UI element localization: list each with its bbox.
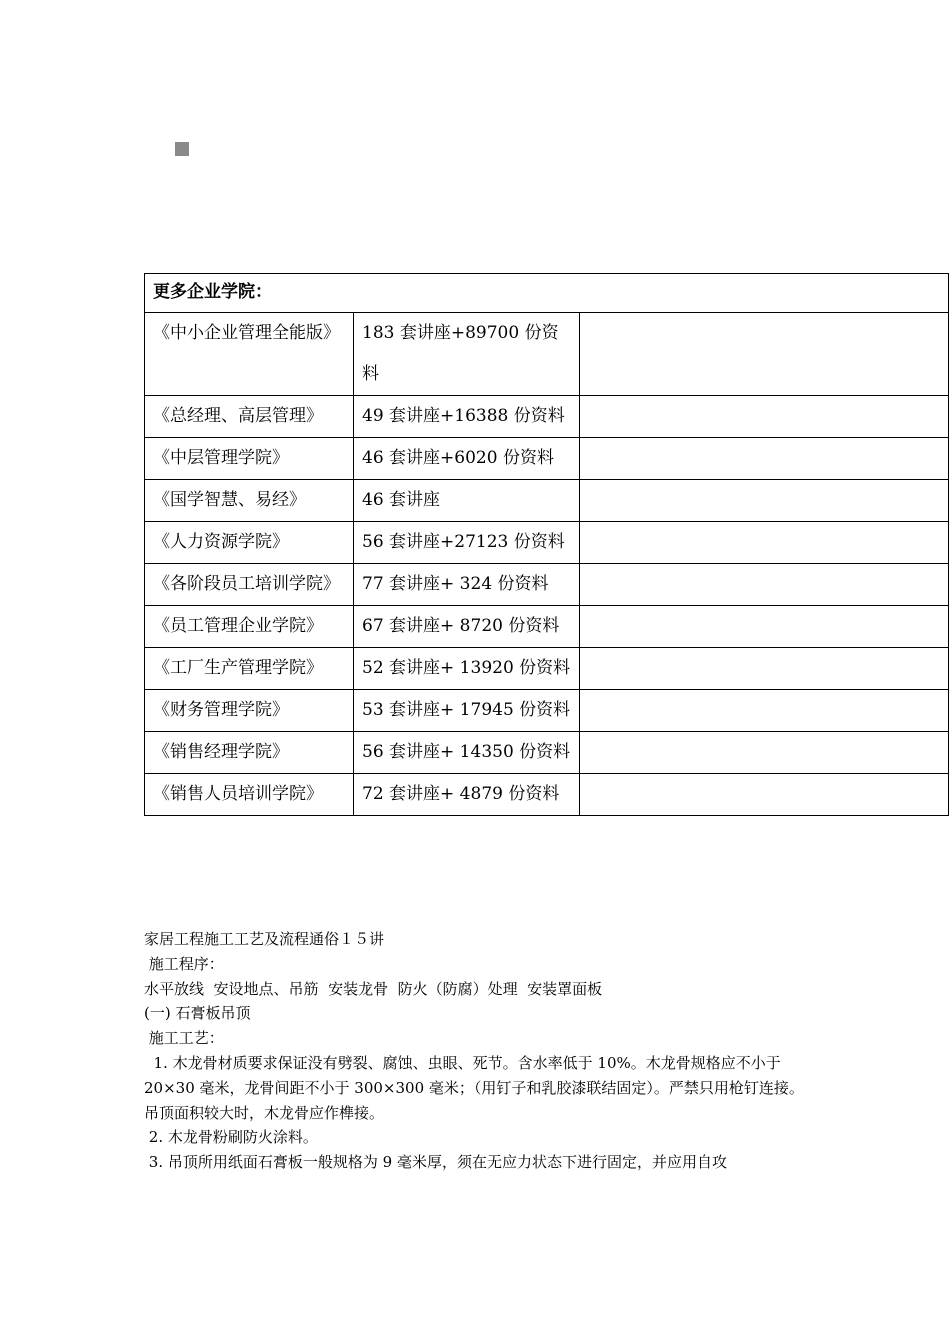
body-paragraph: 2. 木龙骨粉刷防火涂料。 <box>144 1128 318 1147</box>
table-header-row <box>145 274 949 313</box>
table-header: 更多企业学院： <box>145 274 949 313</box>
course-count-cell: 46 套讲座+6020 份资料 <box>354 438 580 480</box>
course-extra-cell <box>580 648 949 690</box>
course-name-cell: 《销售经理学院》 <box>145 732 354 774</box>
course-extra-cell <box>580 606 949 648</box>
table-row <box>145 438 949 480</box>
course-extra-cell <box>580 774 949 816</box>
table-row <box>145 480 949 522</box>
body-paragraph: 3. 吊顶所用纸面石膏板一般规格为 9 毫米厚，须在无应力状态下进行固定，并应用自攻 <box>144 1153 727 1172</box>
article-body <box>144 927 814 1175</box>
course-name-cell: 《中小企业管理全能版》 <box>145 313 354 396</box>
course-name-cell: 《员工管理企业学院》 <box>145 606 354 648</box>
course-count-cell: 49 套讲座+16388 份资料 <box>354 396 580 438</box>
course-name-cell: 《各阶段员工培训学院》 <box>145 564 354 606</box>
course-name-cell: 《人力资源学院》 <box>145 522 354 564</box>
course-extra-cell <box>580 522 949 564</box>
course-count-cell: 56 套讲座+27123 份资料 <box>354 522 580 564</box>
body-paragraph: 吊顶面积较大时，木龙骨应作榫接。 <box>144 1103 385 1122</box>
course-extra-cell <box>580 313 949 396</box>
body-paragraph: 施工程序： <box>144 954 224 973</box>
course-count-cell: 67 套讲座+ 8720 份资料 <box>354 606 580 648</box>
course-name-cell: 《国学智慧、易经》 <box>145 480 354 522</box>
course-count-cell: 72 套讲座+ 4879 份资料 <box>354 774 580 816</box>
body-paragraph: 施工工艺： <box>144 1029 224 1048</box>
table-row <box>145 396 949 438</box>
enterprise-courses-table <box>144 273 949 816</box>
table-row <box>145 313 949 396</box>
course-count-cell: 56 套讲座+ 14350 份资料 <box>354 732 580 774</box>
table-row <box>145 606 949 648</box>
table-row <box>145 522 949 564</box>
body-paragraph: (一) 石膏板吊顶 <box>144 1004 251 1023</box>
course-count-cell: 183 套讲座+89700 份资料 <box>354 313 580 396</box>
body-paragraph: 家居工程施工工艺及流程通俗１５讲 <box>144 930 385 948</box>
table-row <box>145 732 949 774</box>
body-paragraph: 水平放线 安设地点、吊筋 安装龙骨 防火（防腐）处理 安装罩面板 <box>144 979 603 998</box>
table-row <box>145 690 949 732</box>
course-extra-cell <box>580 690 949 732</box>
course-name-cell: 《工厂生产管理学院》 <box>145 648 354 690</box>
body-paragraph: 1. 木龙骨材质要求保证没有劈裂、腐蚀、虫眼、死节。含水率低于 10%。木龙骨规格应不小于 20×30 毫米，龙骨间距不小于 300×300 毫米；（用钉子和乳胶漆联结固定）。严禁只用枪钉连接。 <box>144 1053 804 1097</box>
course-extra-cell <box>580 732 949 774</box>
course-name-cell: 《总经理、高层管理》 <box>145 396 354 438</box>
course-count-cell: 46 套讲座 <box>354 480 580 522</box>
course-extra-cell <box>580 438 949 480</box>
course-count-cell: 52 套讲座+ 13920 份资料 <box>354 648 580 690</box>
course-extra-cell <box>580 564 949 606</box>
course-extra-cell <box>580 396 949 438</box>
course-name-cell: 《销售人员培训学院》 <box>145 774 354 816</box>
bullet-square-icon <box>175 142 189 156</box>
course-extra-cell <box>580 480 949 522</box>
course-count-cell: 77 套讲座+ 324 份资料 <box>354 564 580 606</box>
course-count-cell: 53 套讲座+ 17945 份资料 <box>354 690 580 732</box>
course-name-cell: 《中层管理学院》 <box>145 438 354 480</box>
table-row <box>145 774 949 816</box>
course-name-cell: 《财务管理学院》 <box>145 690 354 732</box>
table-row <box>145 564 949 606</box>
table-row <box>145 648 949 690</box>
